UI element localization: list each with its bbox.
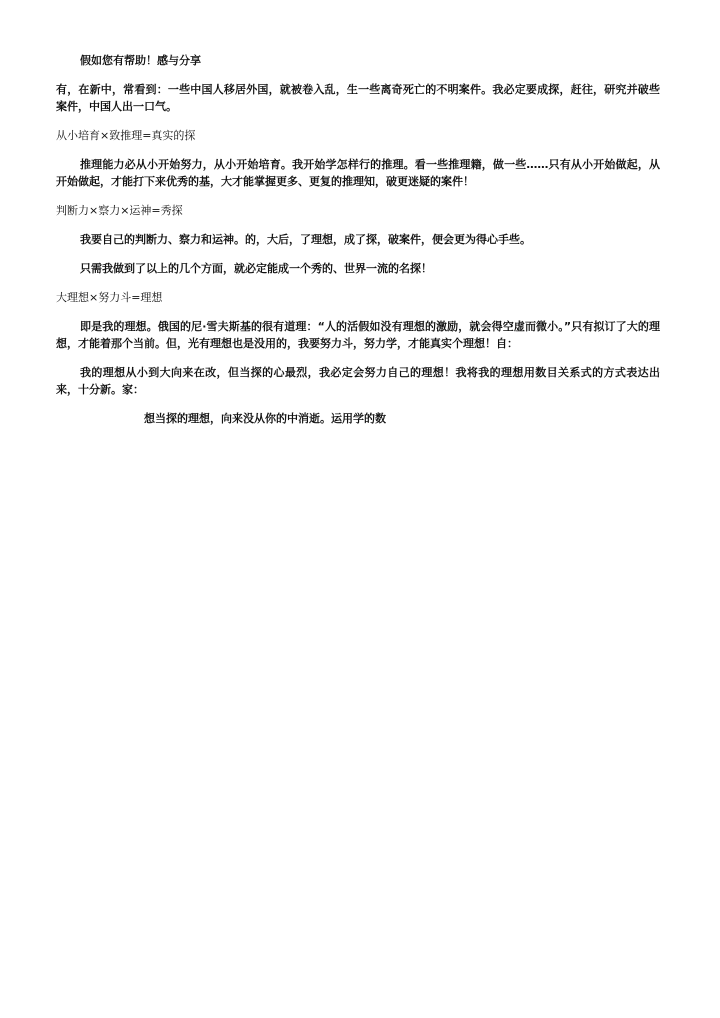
paragraph-2: 推理能力必从小开始努力，从小开始培育。我开始学怎样行的推理。看一些推理籍，做一些……只有从小开始做起，从开始做起，才能打下来优秀的基，大才能掌握更多、更复的推理知，破更迷疑的案件！ (56, 158, 660, 188)
paragraph-1: 有，在新中，常看到：一些中国人移居外国，就被卷入乱，生一些离奇死亡的不明案件。我必定要成探，赶往，研究并破些案件，中国人出一口气。 (56, 83, 660, 113)
section-heading-1: 从小培育×致推理=真实的探 (56, 129, 196, 142)
paragraph-4: 只需我做到了以上的几个方面，就必定能成一个秀的、世界一流的名探！ (80, 262, 432, 275)
document-body (56, 52, 660, 439)
paragraph-7: 想当探的理想，向来没从你的中消逝。运用学的数 (144, 412, 386, 425)
paragraph-6: 我的理想从小到大向来在改，但当探的心最烈，我必定会努力自己的理想！我将我的理想用数目关系式的方式表达出来，十分新。家： (56, 366, 660, 396)
paragraph-5: 即是我的理想。俄国的尼·雪夫斯基的很有道理：“人的活假如没有理想的激励，就会得空虚而微小。”只有拟订了大的理想，才能着那个当前。但，光有理想也是没用的，我要努力斗，努力学，才能真实个理想！自： (56, 320, 660, 350)
section-heading-3: 大理想×努力斗=理想 (56, 291, 163, 304)
section-heading-2: 判断力×察力×运神=秀探 (56, 204, 183, 217)
document-title-line: 假如您有帮助！感与分享 (80, 54, 201, 67)
paragraph-3: 我要自己的判断力、察力和运神。的，大后，了理想，成了探，破案件，便会更为得心手些。 (80, 233, 531, 246)
